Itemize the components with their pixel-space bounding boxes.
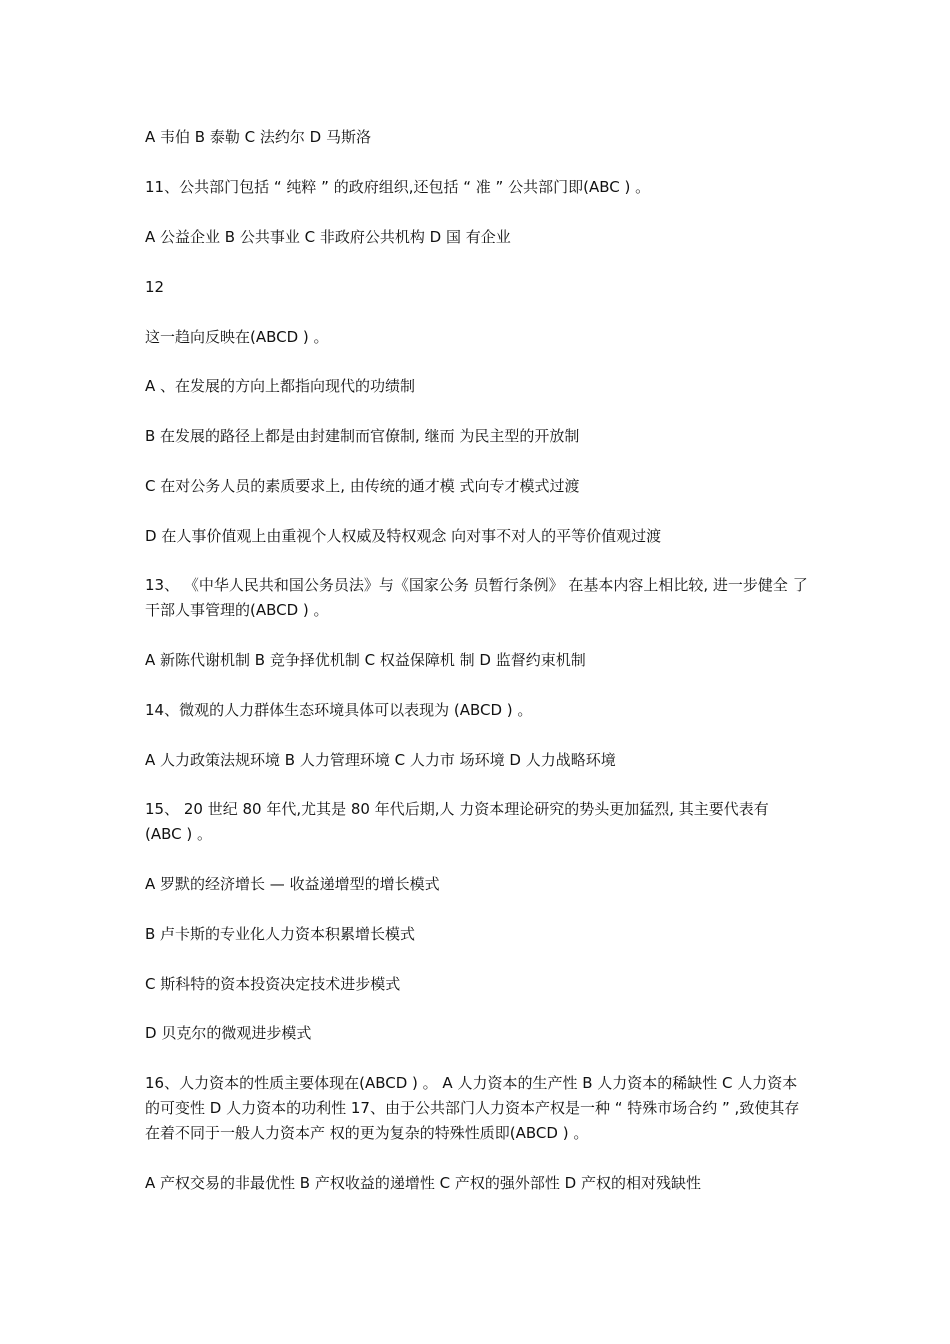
question-14: 14、微观的人力群体生态环境具体可以表现为 (ABCD ) 。 [145, 701, 533, 719]
question-16-17: 16、人力资本的性质主要体现在(ABCD ) 。 A 人力资本的生产性 B 人力资本的稀缺性 C 人力资本的可变性 D 人力资本的功利性 17、由于公共部门人力资本产权是一种 “ 特殊市场合约 ” ,致使其存在着不同于一般人力资本产 权的更为复杂的特殊性质即(ABCD ) 。 [145, 1074, 800, 1142]
answer-options-10: A 韦伯 B 泰勒 C 法约尔 D 马斯洛 [145, 128, 371, 146]
answer-option-15a: A 罗默的经济增长 — 收益递增型的增长模式 [145, 875, 440, 893]
question-13: 13、 《中华人民共和国公务员法》与《国家公务 员暂行条例》 在基本内容上相比较, 进一步健全 了干部人事管理的(ABCD ) 。 [145, 576, 808, 619]
question-11: 11、公共部门包括 “ 纯粹 ” 的政府组织,还包括 “ 准 ” 公共部门即(ABC ) 。 [145, 178, 651, 196]
answer-option-12b: B 在发展的路径上都是由封建制而官僚制, 继而 为民主型的开放制 [145, 427, 580, 445]
answer-option-15c: C 斯科特的资本投资决定技术进步模式 [145, 975, 401, 993]
question-15: 15、 20 世纪 80 年代,尤其是 80 年代后期,人 力资本理论研究的势头更加猛烈, 其主要代表有 (ABC ) 。 [145, 800, 769, 843]
answer-options-13: A 新陈代谢机制 B 竞争择优机制 C 权益保障机 制 D 监督约束机制 [145, 651, 586, 669]
answer-option-15d: D 贝克尔的微观进步模式 [145, 1024, 312, 1042]
answer-option-12c: C 在对公务人员的素质要求上, 由传统的通才模 式向专才模式过渡 [145, 477, 580, 495]
answer-option-12a: A 、在发展的方向上都指向现代的功绩制 [145, 377, 416, 395]
answer-options-14: A 人力政策法规环境 B 人力管理环境 C 人力市 场环境 D 人力战略环境 [145, 751, 616, 769]
question-12-number: 12 [145, 278, 165, 296]
answer-option-15b: B 卢卡斯的专业化人力资本积累增长模式 [145, 925, 416, 943]
answer-options-17: A 产权交易的非最优性 B 产权收益的递增性 C 产权的强外部性 D 产权的相对残缺性 [145, 1174, 701, 1192]
answer-options-11: A 公益企业 B 公共事业 C 非政府公共机构 D 国 有企业 [145, 228, 511, 246]
question-12: 这一趋向反映在(ABCD ) 。 [145, 328, 329, 346]
answer-option-12d: D 在人事价值观上由重视个人权威及特权观念 向对事不对人的平等价值观过渡 [145, 527, 662, 545]
